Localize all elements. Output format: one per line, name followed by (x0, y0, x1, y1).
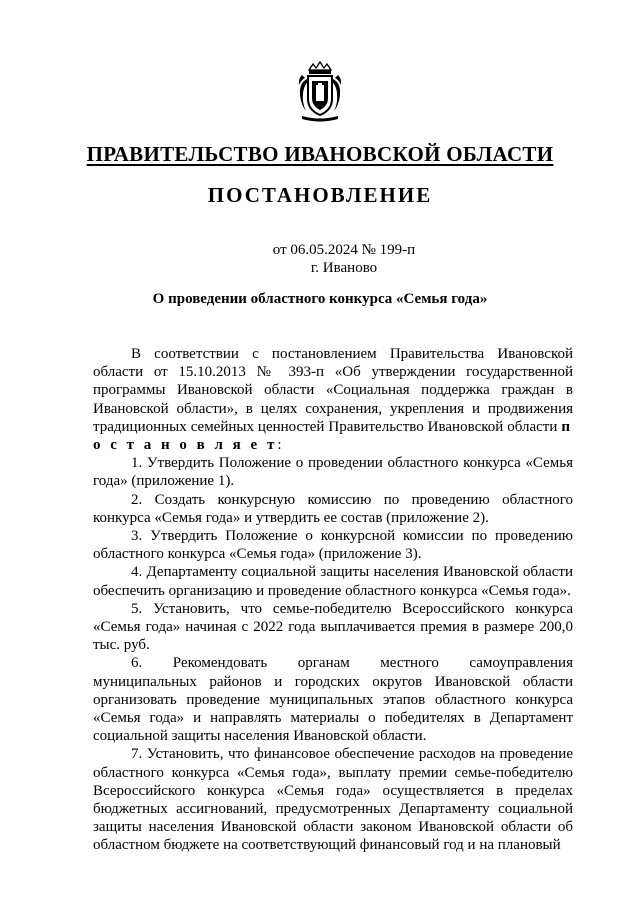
document-subject: О проведении областного конкурса «Семья года» (152, 291, 488, 307)
document-type-title: ПОСТАНОВЛЕНИЕ (207, 183, 433, 207)
list-item: 4. Департаменту социальной защиты населения Ивановской области обеспечить организацию и проведение областного конкурса «Семья года». (93, 564, 573, 599)
list-item: 6. Рекомендовать органам местного самоуправления муниципальных районов и городских округов Ивановской области организовать проведение муниципальных этапов областного конкурса «Семья года» и направлять материалы о победителях в Департамент социальной защиты населения Ивановской области. (93, 655, 573, 745)
date-block (0, 241, 640, 277)
list-item: 7. Установить, что финансовое обеспечение расходов на проведение областного конкурса «Семья года», выплату премии семье-победителю Всероссийского конкурса «Семья года» осуществляется в пределах бюджетных ассигнований, предусмотренных Департаменту социальной защиты населения Ивановской области законом Ивановской области об областном бюджете на соответствующий финансовый год и на плановый (93, 746, 573, 854)
resolve-colon: : (277, 437, 282, 454)
coat-of-arms-icon (296, 61, 344, 123)
list-item: 5. Установить, что семье-победителю Всероссийского конкурса «Семья года» начиная с 2022 года выплачивается премия в размере 200,0 тыс. руб. (93, 600, 573, 654)
resolve-word: п о с т а н о в л я е т (93, 418, 573, 454)
list-item: 3. Утвердить Положение о конкурсной комиссии по проведению областного конкурса «Семья года» (приложение 3). (93, 528, 573, 563)
organization-title: ПРАВИТЕЛЬСТВО ИВАНОВСКОЙ ОБЛАСТИ (86, 142, 554, 166)
intro-paragraph: В соответствии с постановлением Правительства Ивановской области от 15.10.2013 № 393-п «Об утверждении государственной программы Ивановской области «Социальная поддержка граждан в Ивановской области», в целях сохранения, укрепления и продвижения традиционных семейных ценностей Правительство Ивановской области п о с т а н о в л я е т: (93, 346, 573, 454)
list-item: 2. Создать конкурсную комиссию по проведению областного конкурса «Семья года» и утвердить ее состав (приложение 2). (93, 491, 573, 526)
city: г. Иваново (310, 260, 378, 276)
date-number: от 06.05.2024 № 199-п (272, 242, 416, 258)
list-item: 1. Утвердить Положение о проведении областного конкурса «Семья года» (приложение 1). (93, 455, 573, 490)
document-body (93, 345, 573, 855)
